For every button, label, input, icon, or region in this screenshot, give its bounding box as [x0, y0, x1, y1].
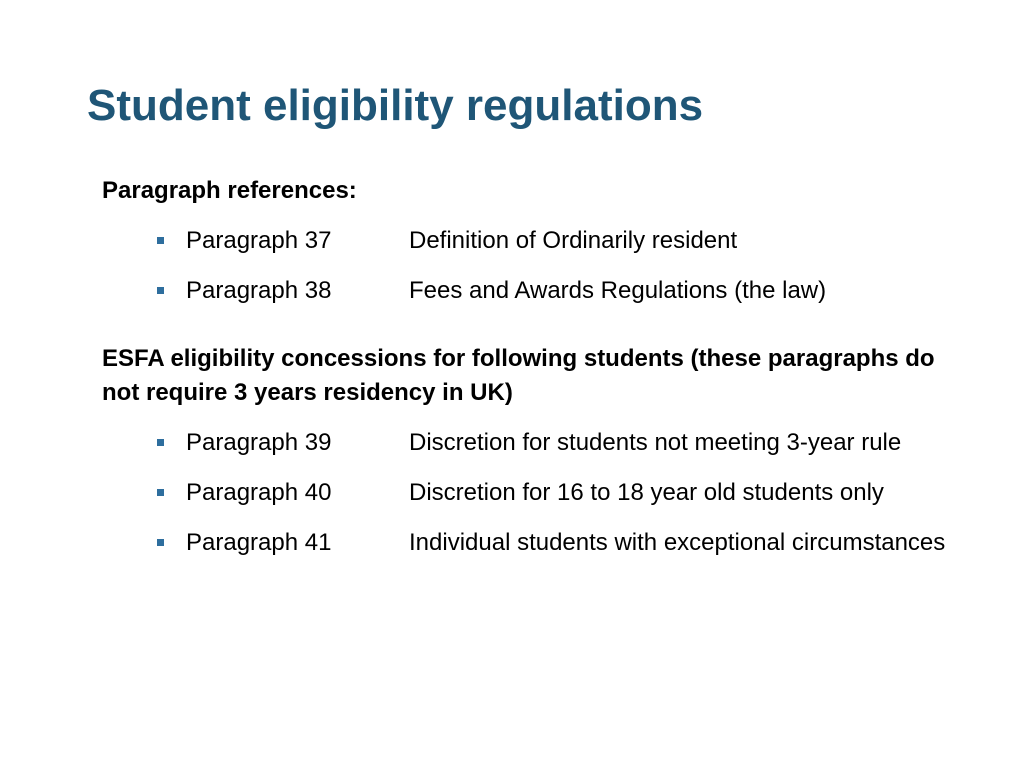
paragraph-number: Paragraph 40 — [186, 479, 332, 506]
paragraph-references-list — [156, 224, 996, 324]
paragraph-number: Paragraph 38 — [186, 277, 332, 304]
paragraph-description: Discretion for students not meeting 3-year rule — [409, 429, 902, 456]
section-heading-paragraph-references: Paragraph references: — [102, 177, 357, 204]
paragraph-description: Discretion for 16 to 18 year old students only — [409, 479, 884, 506]
paragraph-description: Definition of Ordinarily resident — [409, 227, 738, 254]
paragraph-number: Paragraph 39 — [186, 429, 332, 456]
paragraph-number: Paragraph 37 — [186, 227, 332, 254]
list-item — [156, 526, 996, 560]
slide-title: Student eligibility regulations — [87, 81, 704, 130]
paragraph-number: Paragraph 41 — [186, 529, 332, 556]
square-bullet-icon — [156, 426, 186, 460]
list-item — [156, 224, 996, 258]
section-heading-esfa-concessions: ESFA eligibility concessions for following students (these paragraphs do not require 3 years residency in UK) — [102, 345, 935, 406]
square-bullet-icon — [156, 476, 186, 510]
paragraph-description: Individual students with exceptional circumstances — [409, 529, 946, 556]
square-bullet-icon — [156, 274, 186, 308]
list-item — [156, 476, 996, 510]
list-item — [156, 426, 996, 460]
square-bullet-icon — [156, 224, 186, 258]
paragraph-description: Fees and Awards Regulations (the law) — [409, 277, 827, 304]
esfa-concessions-list — [156, 426, 996, 576]
list-item — [156, 274, 996, 308]
square-bullet-icon — [156, 526, 186, 560]
